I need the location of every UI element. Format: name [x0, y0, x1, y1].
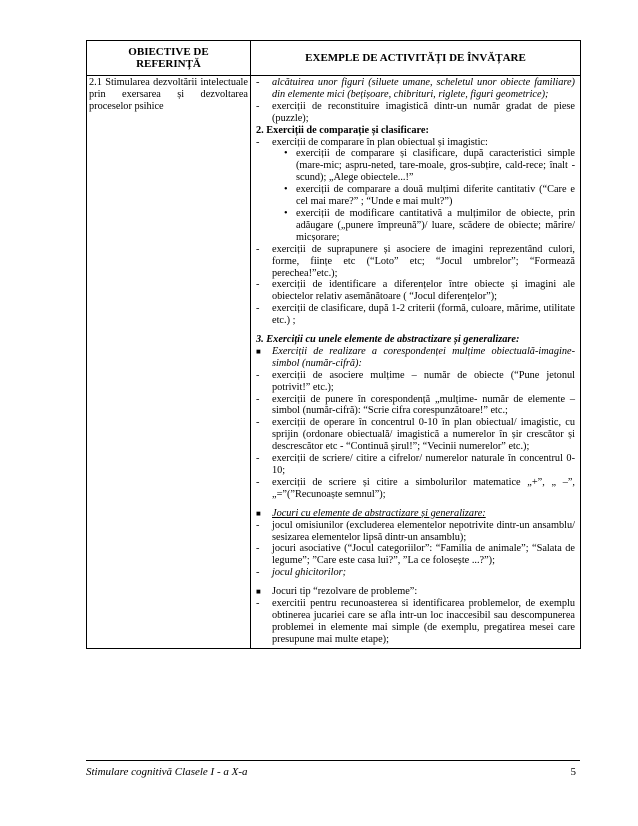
activity-text: exerciții de comparare și clasificare, după caracteristici simple (mare-mic; aspru-neted, tare-moale, gros-subțire, cald-rece; înalt - scund); „Alege obiectele...!” [296, 148, 575, 184]
list-item [256, 346, 575, 370]
list-item [256, 520, 575, 544]
dash-marker: - [256, 303, 260, 315]
dash-marker: - [256, 543, 260, 555]
activity-text: Exerciții de realizare a corespondenței mulțime obiectuală-imagine-simbol (număr-cifră): [272, 345, 575, 369]
list-item [256, 598, 575, 646]
objective-cell [87, 76, 251, 649]
block-5 [256, 586, 575, 646]
list-item [256, 508, 575, 520]
square-bullet-icon: ■ [256, 346, 261, 356]
dash-marker: - [256, 598, 260, 610]
dash-marker: - [256, 417, 260, 429]
list-item [256, 477, 575, 501]
list-item [256, 77, 575, 101]
activities-list [251, 76, 580, 648]
bullet-icon: • [284, 207, 288, 219]
list-item [256, 567, 575, 579]
dash-marker: - [256, 453, 260, 465]
activity-text: jocul ghicitorilor; [272, 567, 347, 579]
page-number: 5 [570, 766, 576, 778]
square-bullet-icon: ■ [256, 508, 261, 518]
activity-text: exerciții de asociere mulțime – număr de obiecte (“Pune jetonul potrivit!” etc.); [272, 369, 575, 393]
footer-title: Stimulare cognitivă Clasele I - a X-a [86, 766, 248, 778]
block-1 [256, 77, 575, 125]
dash-marker: - [256, 77, 260, 88]
dash-marker: - [256, 393, 260, 405]
header-objectives: OBIECTIVE DE REFERINȚĂ [87, 41, 251, 76]
list-item [256, 244, 575, 280]
activity-text: exerciții de clasificare, după 1-2 criterii (formă, culoare, mărime, utilitate etc.) ; [272, 303, 575, 327]
activity-text: exerciții de identificare a diferențelor între obiecte și imagini ale obiectelor relativ asemănătoare ( “Jocul diferențelor”); [272, 279, 575, 303]
list-item [256, 417, 575, 453]
list-item [256, 137, 575, 149]
activity-text: exerciții de scriere/ citire a cifrelor/ numerelor naturale în concentrul 0-10; [272, 453, 575, 476]
sub-item [256, 184, 575, 208]
list-item [256, 279, 575, 303]
bullet-icon: • [284, 148, 288, 160]
list-item [256, 453, 575, 477]
section-heading: 3. Exerciții cu unele elemente de abstractizare și generalizare: [256, 334, 520, 346]
dash-marker: - [256, 476, 260, 488]
activity-text: alcătuirea unor figuri (siluete umane, scheletul unor obiecte familiare) din elemente mici (bețișoare, chibrituri, riglete, figuri geometrice); [272, 77, 575, 100]
activity-text: exerciții de modificare cantitativă a mulțimilor de obiecte, prin adăugare („punere împreună”)/ luare, scădere de obiecte; mărire/ micșorare; [296, 207, 575, 243]
section-heading: 2. Exerciții de comparație și clasificare: [256, 124, 429, 136]
table-row [87, 76, 581, 649]
block-4 [256, 508, 575, 579]
list-item [256, 101, 575, 125]
activity-text: exerciții de comparare în plan obiectual și imagistic: [272, 136, 488, 148]
square-bullet-icon: ■ [256, 587, 261, 597]
dash-marker: - [256, 519, 260, 531]
activity-text: jocul omisiunilor (excluderea elementelor nepotrivite dintr-un ansamblu/ sesizarea elementelor lipsă dintr-un ansamblu); [272, 519, 575, 543]
section-heading: Jocuri tip “rezolvare de probleme”: [272, 586, 418, 598]
block-3 [256, 334, 575, 501]
activity-text: exerciții de punere în corespondență „mulțime- număr de elemente – simbol (număr-cifră): “Scrie cifra corespunzătoare!” etc.; [272, 393, 575, 417]
block-2 [256, 125, 575, 327]
activity-text: exercitii pentru recunoasterea si identificarea problemelor, de exemplu obtinerea jucariei care se afla intr-un loc inaccesibil sau descompunerea problemei in elemente mai simple (de exemplu, pregatirea mesei care presupune mai multe etape); [272, 598, 575, 645]
activity-text: exerciții de scriere și citire a simbolurilor matematice „+”, „ –”, „=”(”Recunoaște semnul”); [272, 476, 575, 500]
list-item [256, 586, 575, 598]
sub-item [256, 208, 575, 244]
dash-marker: - [256, 567, 260, 579]
page-footer [86, 760, 580, 778]
dash-marker: - [256, 100, 260, 112]
activity-text: exerciții de operare în concentrul 0-10 în plan obiectual/ imagistic, cu sprijin (ordonare obiectuală/ imagistică a numerelor în șir crescător și descrescător etc - “Continuă șirul!”; “Vecinii numerelor” etc.); [272, 417, 575, 453]
activities-cell [251, 76, 581, 649]
dash-marker: - [256, 243, 260, 255]
objective-text: 2.1 Stimularea dezvoltării intelectuale prin exersarea și dezvoltarea proceselor psihice [89, 77, 248, 112]
dash-marker: - [256, 136, 260, 148]
section-heading: Jocuri cu elemente de abstractizare și generalizare: [272, 507, 486, 519]
activities-table [86, 40, 581, 649]
header-activities: EXEMPLE DE ACTIVITĂȚI DE ÎNVĂȚARE [251, 41, 581, 76]
activity-text: exerciții de suprapunere și asociere de imagini reprezentând culori, forme, ființe etc (“Loto” etc; “Jocul umbrelor”; “Formează perechea!”etc.); [272, 243, 575, 279]
list-item [256, 370, 575, 394]
list-item [256, 303, 575, 327]
sub-item [256, 148, 575, 184]
dash-marker: - [256, 369, 260, 381]
activity-text: exerciții de comparare a două mulțimi diferite cantitativ (“Care e cel mai mare?” ; “Unde e mai mult?”) [296, 184, 575, 208]
bullet-icon: • [284, 184, 288, 196]
table-header-row [87, 41, 581, 76]
activity-text: jocuri asociative (“Jocul categoriilor”: “Familia de animale”; “Salata de legume”; ”Care este casa lui?”, ”La ce folosește ...?”); [272, 543, 575, 567]
activity-text: exerciții de reconstituire imagistică dintr-un număr gradat de piese (puzzle); [272, 100, 575, 124]
list-item [256, 543, 575, 567]
dash-marker: - [256, 279, 260, 291]
list-item [256, 394, 575, 418]
